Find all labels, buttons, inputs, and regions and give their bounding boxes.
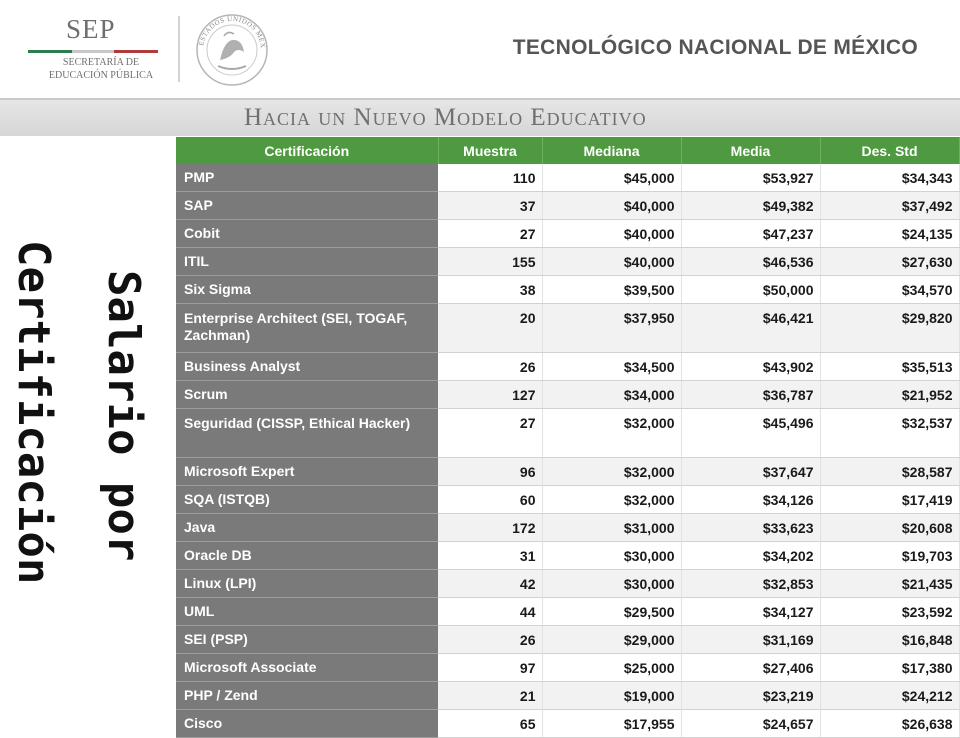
seal-text: ESTADOS UNIDOS MEX [197, 14, 268, 49]
table-header-row [176, 137, 959, 164]
table-row [176, 353, 959, 381]
media-cell: $32,853 [681, 570, 820, 598]
table-row [176, 304, 959, 353]
media-cell: $45,496 [681, 409, 820, 458]
column-header-mediana: Mediana [542, 137, 681, 164]
certification-name-cell: PHP / Zend [176, 682, 438, 710]
table-row [176, 248, 959, 276]
sep-logo-subtitle [36, 56, 166, 82]
des-std-cell: $27,630 [820, 248, 959, 276]
mediana-cell: $40,000 [542, 220, 681, 248]
table-row [176, 220, 959, 248]
certification-name-cell: UML [176, 598, 438, 626]
muestra-cell: 21 [438, 682, 542, 710]
certification-name-cell: PMP [176, 164, 438, 192]
certification-name-cell: Enterprise Architect (SEI, TOGAF, Zachman) [176, 304, 438, 353]
certification-name-cell: SQA (ISTQB) [176, 486, 438, 514]
certification-name-cell: Microsoft Associate [176, 654, 438, 682]
media-cell: $43,902 [681, 353, 820, 381]
des-std-cell: $32,537 [820, 409, 959, 458]
des-std-cell: $28,587 [820, 458, 959, 486]
certification-name-cell: Business Analyst [176, 353, 438, 381]
mediana-cell: $40,000 [542, 192, 681, 220]
muestra-cell: 44 [438, 598, 542, 626]
table-row [176, 570, 959, 598]
muestra-cell: 38 [438, 276, 542, 304]
column-header-media: Media [681, 137, 820, 164]
certification-name-cell: Microsoft Expert [176, 458, 438, 486]
mediana-cell: $34,000 [542, 381, 681, 409]
certification-name-cell: Java [176, 514, 438, 542]
muestra-cell: 97 [438, 654, 542, 682]
certification-name-cell: Six Sigma [176, 276, 438, 304]
table-row [176, 276, 959, 304]
des-std-cell: $16,848 [820, 626, 959, 654]
des-std-cell: $34,570 [820, 276, 959, 304]
media-cell: $23,219 [681, 682, 820, 710]
muestra-cell: 26 [438, 626, 542, 654]
des-std-cell: $23,592 [820, 598, 959, 626]
muestra-cell: 27 [438, 409, 542, 458]
des-std-cell: $29,820 [820, 304, 959, 353]
certification-name-cell: Scrum [176, 381, 438, 409]
muestra-cell: 96 [438, 458, 542, 486]
sep-logo-rule [28, 50, 158, 53]
media-cell: $53,927 [681, 164, 820, 192]
media-cell: $46,421 [681, 304, 820, 353]
media-cell: $34,126 [681, 486, 820, 514]
muestra-cell: 26 [438, 353, 542, 381]
slide-title [8, 240, 148, 620]
des-std-cell: $24,135 [820, 220, 959, 248]
institution-name: TECNOLÓGICO NACIONAL DE MÉXICO [512, 36, 918, 59]
media-cell: $47,237 [681, 220, 820, 248]
media-cell: $27,406 [681, 654, 820, 682]
mediana-cell: $30,000 [542, 570, 681, 598]
mediana-cell: $29,500 [542, 598, 681, 626]
table-row [176, 381, 959, 409]
des-std-cell: $35,513 [820, 353, 959, 381]
muestra-cell: 155 [438, 248, 542, 276]
muestra-cell: 42 [438, 570, 542, 598]
salary-table [176, 137, 960, 738]
mediana-cell: $40,000 [542, 248, 681, 276]
page-header [0, 0, 960, 98]
media-cell: $37,647 [681, 458, 820, 486]
sep-logo-title: SEP [66, 14, 116, 44]
media-cell: $34,202 [681, 542, 820, 570]
mediana-cell: $45,000 [542, 164, 681, 192]
sep-logo [22, 14, 162, 86]
column-header-des-std: Des. Std [820, 137, 959, 164]
muestra-cell: 172 [438, 514, 542, 542]
mediana-cell: $17,955 [542, 710, 681, 738]
des-std-cell: $34,343 [820, 164, 959, 192]
media-cell: $50,000 [681, 276, 820, 304]
des-std-cell: $20,608 [820, 514, 959, 542]
muestra-cell: 37 [438, 192, 542, 220]
banner-title: Hacia un Nuevo Modelo Educativo [244, 104, 647, 131]
table-row [176, 514, 959, 542]
certification-name-cell: Seguridad (CISSP, Ethical Hacker) [176, 409, 438, 458]
mediana-cell: $39,500 [542, 276, 681, 304]
muestra-cell: 60 [438, 486, 542, 514]
muestra-cell: 31 [438, 542, 542, 570]
table-row [176, 542, 959, 570]
media-cell: $34,127 [681, 598, 820, 626]
table-row [176, 598, 959, 626]
table-row [176, 710, 959, 738]
media-cell: $33,623 [681, 514, 820, 542]
column-header-certificacion: Certificación [176, 137, 438, 164]
des-std-cell: $21,952 [820, 381, 959, 409]
certification-name-cell: Cobit [176, 220, 438, 248]
mediana-cell: $31,000 [542, 514, 681, 542]
table-row [176, 682, 959, 710]
header-divider [178, 16, 180, 82]
des-std-cell: $21,435 [820, 570, 959, 598]
des-std-cell: $37,492 [820, 192, 959, 220]
mediana-cell: $30,000 [542, 542, 681, 570]
des-std-cell: $17,380 [820, 654, 959, 682]
des-std-cell: $26,638 [820, 710, 959, 738]
mediana-cell: $37,950 [542, 304, 681, 353]
column-header-muestra: Muestra [438, 137, 542, 164]
muestra-cell: 65 [438, 710, 542, 738]
table-row [176, 626, 959, 654]
sep-logo-subtitle-line2: EDUCACIÓN PÚBLICA [48, 70, 154, 81]
section-banner [0, 98, 960, 136]
table-row [176, 164, 959, 192]
des-std-cell: $19,703 [820, 542, 959, 570]
mediana-cell: $32,000 [542, 409, 681, 458]
certification-name-cell: Linux (LPI) [176, 570, 438, 598]
media-cell: $31,169 [681, 626, 820, 654]
media-cell: $36,787 [681, 381, 820, 409]
table-row [176, 458, 959, 486]
mediana-cell: $32,000 [542, 486, 681, 514]
certification-name-cell: Cisco [176, 710, 438, 738]
slide-title-line2: Certificación [8, 240, 59, 585]
slide-title-line1: Salario por [98, 270, 149, 562]
mediana-cell: $34,500 [542, 353, 681, 381]
mediana-cell: $25,000 [542, 654, 681, 682]
table-row [176, 192, 959, 220]
mediana-cell: $32,000 [542, 458, 681, 486]
table-row [176, 654, 959, 682]
muestra-cell: 20 [438, 304, 542, 353]
certification-name-cell: Oracle DB [176, 542, 438, 570]
media-cell: $49,382 [681, 192, 820, 220]
mediana-cell: $19,000 [542, 682, 681, 710]
certification-name-cell: ITIL [176, 248, 438, 276]
national-seal-icon [190, 12, 274, 93]
sep-logo-subtitle-line1: SECRETARÍA DE [62, 57, 140, 68]
media-cell: $24,657 [681, 710, 820, 738]
certification-name-cell: SAP [176, 192, 438, 220]
media-cell: $46,536 [681, 248, 820, 276]
des-std-cell: $17,419 [820, 486, 959, 514]
table-row [176, 409, 959, 458]
des-std-cell: $24,212 [820, 682, 959, 710]
certification-name-cell: SEI (PSP) [176, 626, 438, 654]
table-row [176, 486, 959, 514]
muestra-cell: 110 [438, 164, 542, 192]
muestra-cell: 127 [438, 381, 542, 409]
mediana-cell: $29,000 [542, 626, 681, 654]
muestra-cell: 27 [438, 220, 542, 248]
